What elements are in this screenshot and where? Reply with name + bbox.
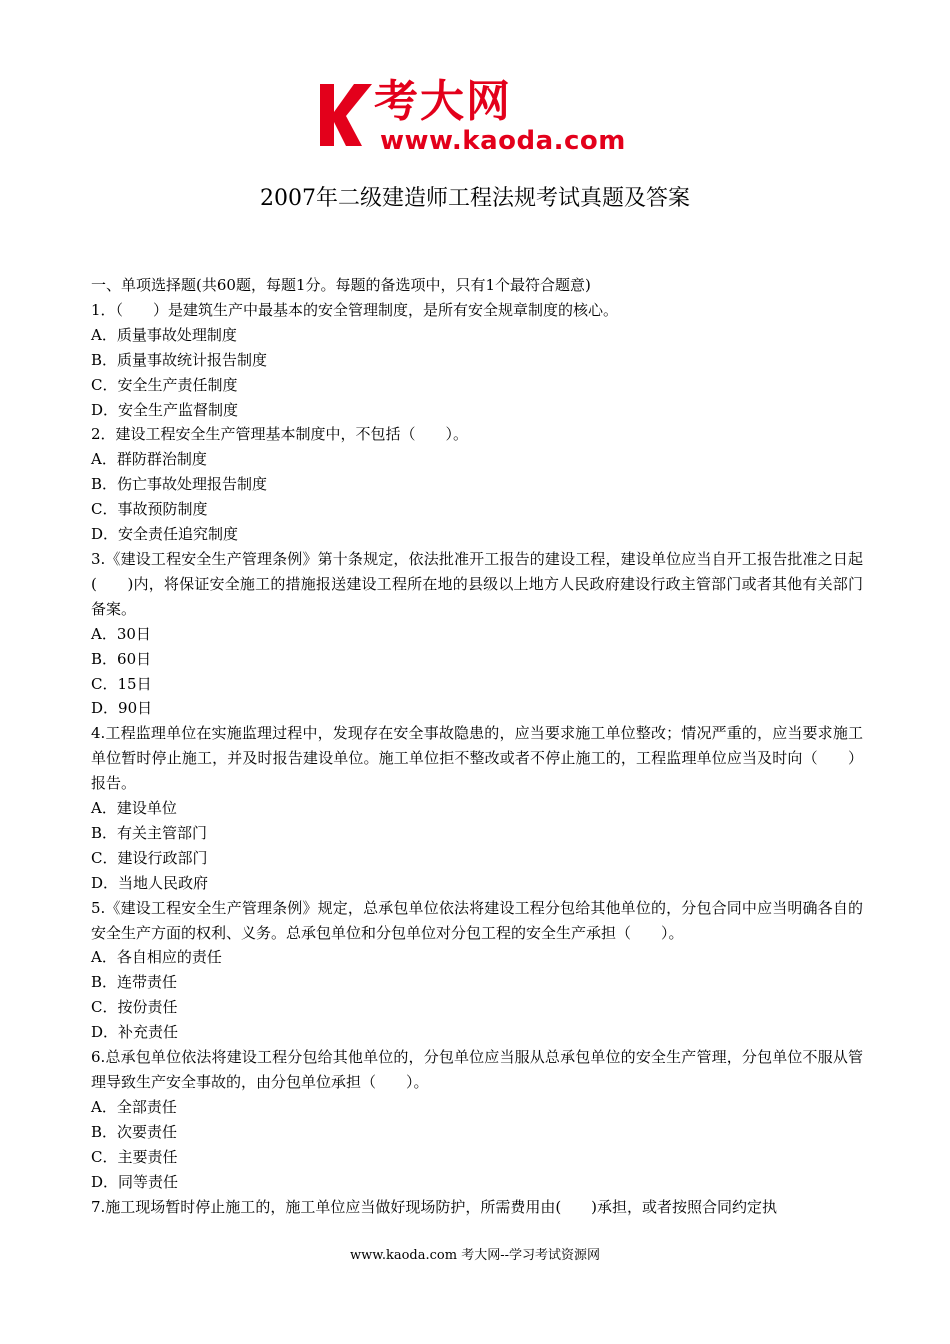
content-line: A．各自相应的责任: [91, 948, 222, 967]
content-line: 5.《建设工程安全生产管理条例》规定，总承包单位依法将建设工程分包给其他单位的，分包合同中应当明确各自的安全生产方面的权利、义务。总承包单位和分包单位对分包工程的安全生产承担（ ）。: [91, 898, 863, 942]
content-line: C．建设行政部门: [91, 848, 208, 867]
content-line: A．30日: [91, 624, 151, 643]
content-line: C．按份责任: [91, 998, 178, 1017]
content-line: D．90日: [91, 699, 153, 718]
content-line: 2．建设工程安全生产管理基本制度中，不包括（ ）。: [91, 425, 469, 444]
content-line: C．安全生产责任制度: [91, 375, 238, 394]
content-line: C．主要责任: [91, 1147, 178, 1166]
logo-name: 考大网: [374, 76, 512, 127]
content-line: B．60日: [91, 649, 152, 668]
content-line: A．群防群治制度: [91, 450, 207, 469]
content-line: B．质量事故统计报告制度: [91, 350, 268, 369]
content-line: B．伤亡事故处理报告制度: [91, 475, 268, 494]
kaoda-logo: [318, 76, 638, 160]
content-line: D．安全生产监督制度: [91, 400, 239, 419]
content-line: 1．（ ）是建筑生产中最基本的安全管理制度，是所有安全规章制度的核心。: [91, 300, 619, 319]
content-line: D．补充责任: [91, 1023, 179, 1042]
document-title: 2007年二级建造师工程法规考试真题及答案: [260, 186, 690, 211]
logo-url: www.kaoda.com: [380, 126, 626, 156]
content-line: C．15日: [91, 674, 152, 693]
content-line: 6.总承包单位依法将建设工程分包给其他单位的，分包单位应当服从总承包单位的安全生产管理，分包单位不服从管理导致生产安全事故的，由分包单位承担（ ）。: [91, 1048, 863, 1091]
content-line: D．安全责任追究制度: [91, 525, 239, 544]
content-line: 一、单项选择题(共60题，每题1分。每题的备选项中，只有1个最符合题意): [91, 276, 591, 294]
content-line: C．事故预防制度: [91, 500, 208, 519]
content-line: 3.《建设工程安全生产管理条例》第十条规定，依法批准开工报告的建设工程，建设单位应当自开工报告批准之日起( )内，将保证安全施工的措施报送建设工程所在地的县级以上地方人民政府建设行政主管部门或者其他有关部门备案。: [91, 549, 863, 618]
exam-content: [91, 273, 863, 1219]
content-line: B．连带责任: [91, 973, 178, 992]
content-line: A．质量事故处理制度: [91, 325, 237, 344]
content-line: A．建设单位: [91, 799, 177, 818]
page-footer: www.kaoda.com 考大网--学习考试资源网: [350, 1248, 600, 1263]
content-line: A．全部责任: [91, 1097, 177, 1116]
logo-k-mark: [318, 82, 376, 148]
content-line: D．当地人民政府: [91, 873, 209, 892]
content-line: B．有关主管部门: [91, 823, 208, 842]
content-line: 4.工程监理单位在实施监理过程中，发现存在安全事故隐患的，应当要求施工单位整改；情况严重的，应当要求施工单位暂时停止施工，并及时报告建设单位。施工单位拒不整改或者不停止施工的，工程监理单位应当及时向（ ）报告。: [91, 724, 863, 793]
content-line: 7.施工现场暂时停止施工的，施工单位应当做好现场防护，所需费用由( )承担，或者按照合同约定执: [91, 1197, 778, 1216]
content-line: D．同等责任: [91, 1172, 179, 1191]
content-line: B．次要责任: [91, 1122, 178, 1141]
